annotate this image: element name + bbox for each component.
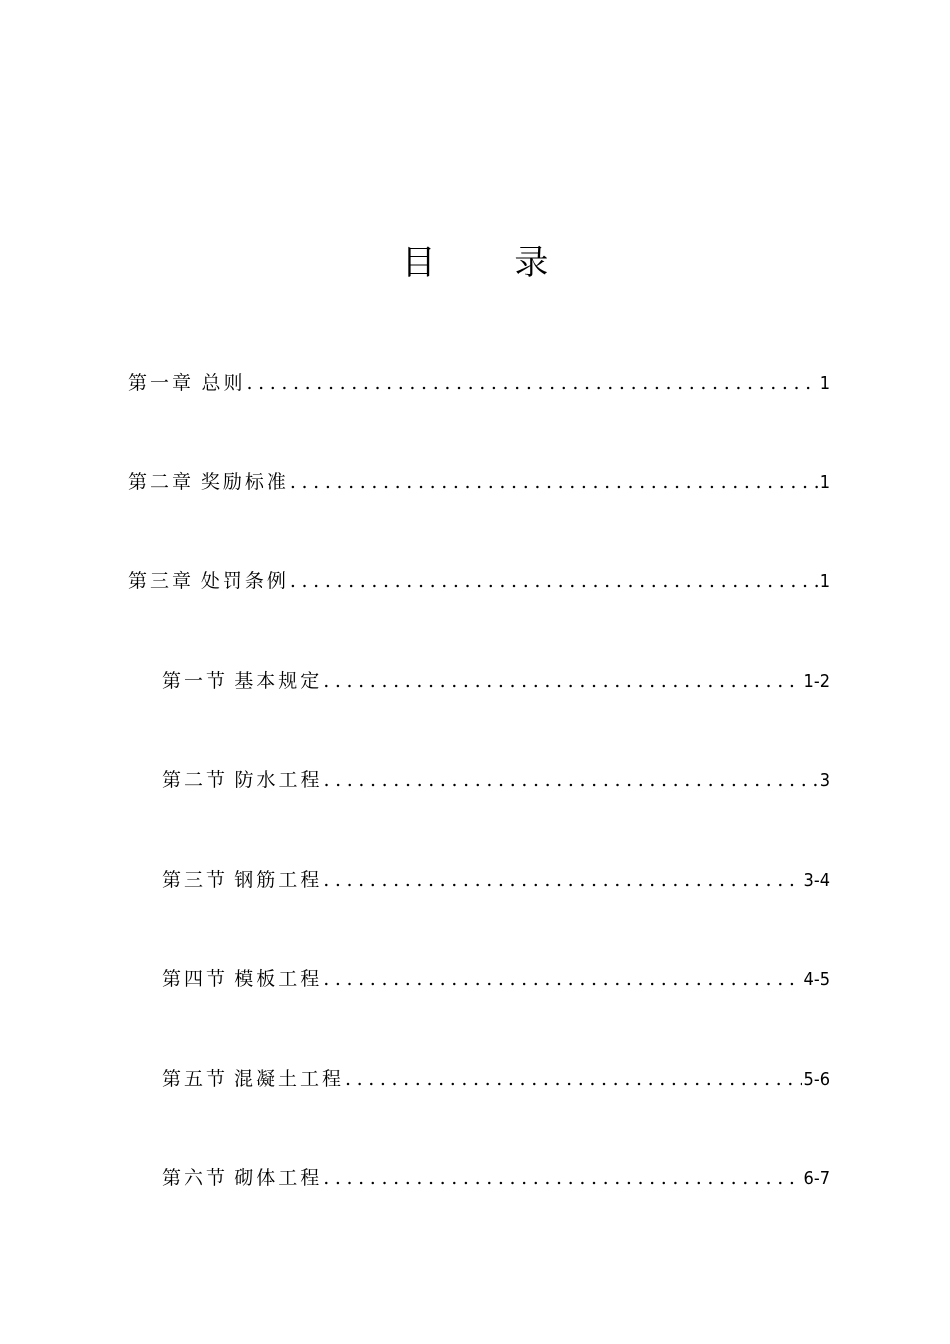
dot-leader (246, 368, 817, 398)
toc-entry-name: 钢筋工程 (234, 869, 323, 891)
dot-leader (323, 964, 801, 994)
toc-entry-name: 混凝土工程 (233, 1068, 344, 1090)
toc-entry-section-1[interactable] (162, 666, 830, 697)
toc-entry-number: 第三节 (162, 869, 229, 891)
page-title: 目 录 (401, 243, 583, 283)
dot-leader (345, 1064, 802, 1094)
toc-entry-chapter-3[interactable] (128, 566, 830, 597)
toc-entry-name: 奖励标准 (200, 471, 289, 493)
toc-entry-page: 3-4 (803, 870, 830, 891)
toc-entry-section-2[interactable] (162, 765, 830, 796)
toc-entry-page: 1-2 (803, 671, 830, 692)
toc-entry-number: 第二章 (128, 471, 195, 493)
toc-entry-page: 1 (819, 472, 830, 493)
dot-leader (290, 566, 818, 596)
toc-entry-number: 第六节 (162, 1167, 229, 1189)
toc-entry-name: 模板工程 (234, 968, 323, 990)
toc-entry-page: 1 (819, 373, 830, 394)
toc-entry-page: 5-6 (803, 1069, 830, 1090)
toc-entry-name: 基本规定 (234, 670, 323, 692)
toc-entry-section-5[interactable] (162, 1064, 830, 1095)
dot-leader (323, 765, 817, 795)
toc-entry-chapter-2[interactable] (128, 467, 830, 498)
toc-entry-page: 1 (819, 571, 830, 592)
toc-entry-page: 4-5 (803, 969, 830, 990)
toc-entry-number: 第五节 (162, 1068, 229, 1090)
toc-entry-name: 处罚条例 (200, 570, 289, 592)
toc-entry-number: 第四节 (162, 968, 229, 990)
dot-leader (323, 1163, 801, 1193)
dot-leader (290, 467, 818, 497)
toc-entry-name: 防水工程 (234, 769, 323, 791)
toc-entry-name: 总则 (201, 372, 246, 394)
toc-entry-section-4[interactable] (162, 964, 830, 995)
toc-entry-page: 3 (819, 770, 830, 791)
toc-entry-number: 第三章 (128, 570, 195, 592)
toc-entry-page: 6-7 (803, 1168, 830, 1189)
toc-entry-section-3[interactable] (162, 865, 830, 896)
toc-entry-number: 第一节 (162, 670, 229, 692)
toc-entry-name: 砌体工程 (234, 1167, 323, 1189)
toc-entry-chapter-1[interactable] (128, 368, 830, 399)
dot-leader (323, 865, 801, 895)
toc-entry-section-6[interactable] (162, 1163, 830, 1194)
toc-entry-number: 第一章 (128, 372, 195, 394)
toc-entry-number: 第二节 (162, 769, 229, 791)
dot-leader (323, 666, 801, 696)
